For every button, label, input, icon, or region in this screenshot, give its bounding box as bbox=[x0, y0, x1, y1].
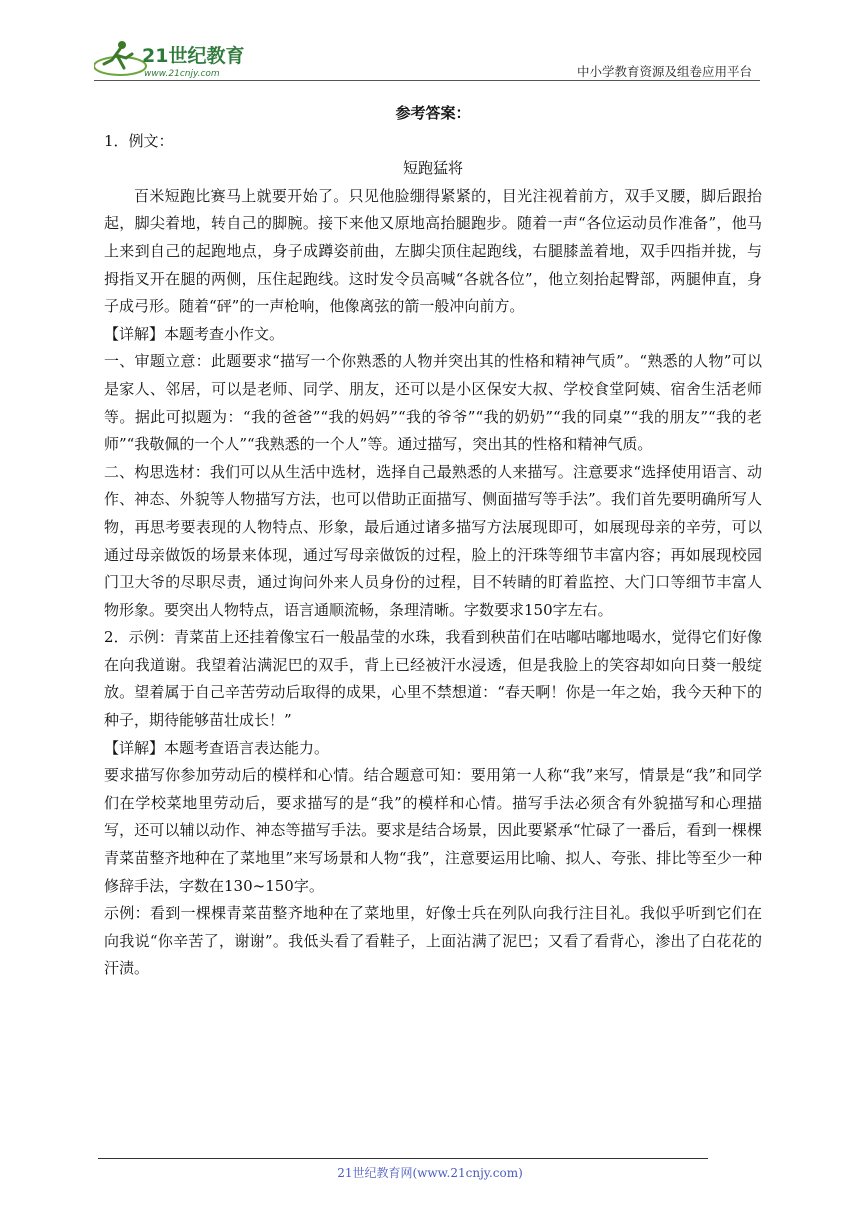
answer-content bbox=[104, 100, 762, 983]
q1-label: 1．例文： bbox=[104, 131, 174, 150]
q1-analysis-topic: 一、审题立意：此题要求“描写一个你熟悉的人物并突出其的性格和精神气质”。“熟悉的人物”可以是家人、邻居，可以是老师、同学、朋友，还可以是小区保安大叔、学校食堂阿姨、宿舍生活老师等。据此可拟题为：“我的爸爸”“我的妈妈”“我的爷爷”“我的奶奶”“我的同桌”“我的朋友”“我的老师”“我敬佩的一个人”“我熟悉的一个人”等。通过描写，突出其的性格和精神气质。 bbox=[104, 352, 762, 454]
q2-analysis: 要求描写你参加劳动后的模样和心情。结合题意可知：要用第一人称“我”来写，情景是“我”和同学们在学校菜地里劳动后，要求描写的是“我”的模样和心情。描写手法必须含有外貌描写和心理描写，还可以辅以动作、神态等描写手法。要求是结合场景，因此要紧承“忙碌了一番后，看到一棵棵青菜苗整齐地种在了菜地里”来写场景和人物“我”，注意要运用比喻、拟人、夸张、排比等至少一种修辞手法，字数在130~150字。 bbox=[104, 766, 762, 895]
page-header bbox=[94, 30, 760, 80]
header-divider bbox=[94, 80, 760, 81]
logo-text: 21世纪教育 bbox=[142, 45, 245, 67]
platform-name: 中小学教育资源及组卷应用平台 bbox=[576, 64, 752, 79]
q2-example: 示例：看到一棵棵青菜苗整齐地种在了菜地里，好像士兵在列队向我行注目礼。我似乎听到它们在向我说“你辛苦了，谢谢”。我低头看了看鞋子，上面沾满了泥巴；又看了看背心，渗出了白花花的汗渍。 bbox=[104, 904, 762, 978]
q1-detail: 【详解】本题考查小作文。 bbox=[104, 324, 285, 343]
essay-paragraph: 百米短跑比赛马上就要开始了。只见他脸绷得紧紧的，目光注视着前方，双手叉腰，脚后跟抬起，脚尖着地，转自己的脚腕。接下来他又原地高抬腿跑步。随着一声“各位运动员作准备”，他马上来到自己的起跑地点，身子成蹲姿前曲，左脚尖顶住起跑线，右腿膝盖着地，双手四指并拢，与拇指叉开在腿的两侧，压住起跑线。这时发令员高喊“各就各位”，他立刻抬起臀部，两腿伸直，身子成弓形。随着“砰”的一声枪响，他像离弦的箭一般冲向前方。 bbox=[104, 186, 762, 316]
footer-divider bbox=[98, 1158, 708, 1159]
logo-url: www.21cnjy.com bbox=[144, 69, 220, 79]
essay-title: 短跑猛将 bbox=[402, 159, 463, 178]
q2-detail: 【详解】本题考查语言表达能力。 bbox=[104, 738, 330, 757]
q1-analysis-material: 二、构思选材：我们可以从生活中选材，选择自己最熟悉的人来描写。注意要求“选择使用语言、动作、神态、外貌等人物描写方法，也可以借助正面描写、侧面描写等手法”。我们首先要明确所写人物，再思考要表现的人物特点、形象，最后通过诸多描写方法展现即可，如展现母亲的辛劳，可以通过母亲做饭的场景来体现，通过写母亲做饭的过程，脸上的汗珠等细节丰富内容；再如展现校园门卫大爷的尽职尽责，通过询问外来人员身份的过程，目不转睛的盯着监控、大门口等细节丰富人物形象。要突出人物特点，语言通顺流畅，条理清晰。字数要求150字左右。 bbox=[104, 462, 762, 619]
q2-answer: 2．示例：青菜苗上还挂着像宝石一般晶莹的水珠，我看到秧苗们在咕嘟咕嘟地喝水，觉得它们好像在向我道谢。我望着沾满泥巴的双手，背上已经被汗水浸透，但是我脸上的笑容却如向日葵一般绽放。望着属于自己辛苦劳动后取得的成果，心里不禁想道：“春天啊！你是一年之始，我今天种下的种子，期待能够苗壮成长！” bbox=[104, 628, 762, 730]
page-title: 参考答案： bbox=[395, 104, 471, 122]
page-footer: 21世纪教育网(www.21cnjy.com) bbox=[337, 1166, 523, 1180]
logo bbox=[94, 36, 264, 80]
